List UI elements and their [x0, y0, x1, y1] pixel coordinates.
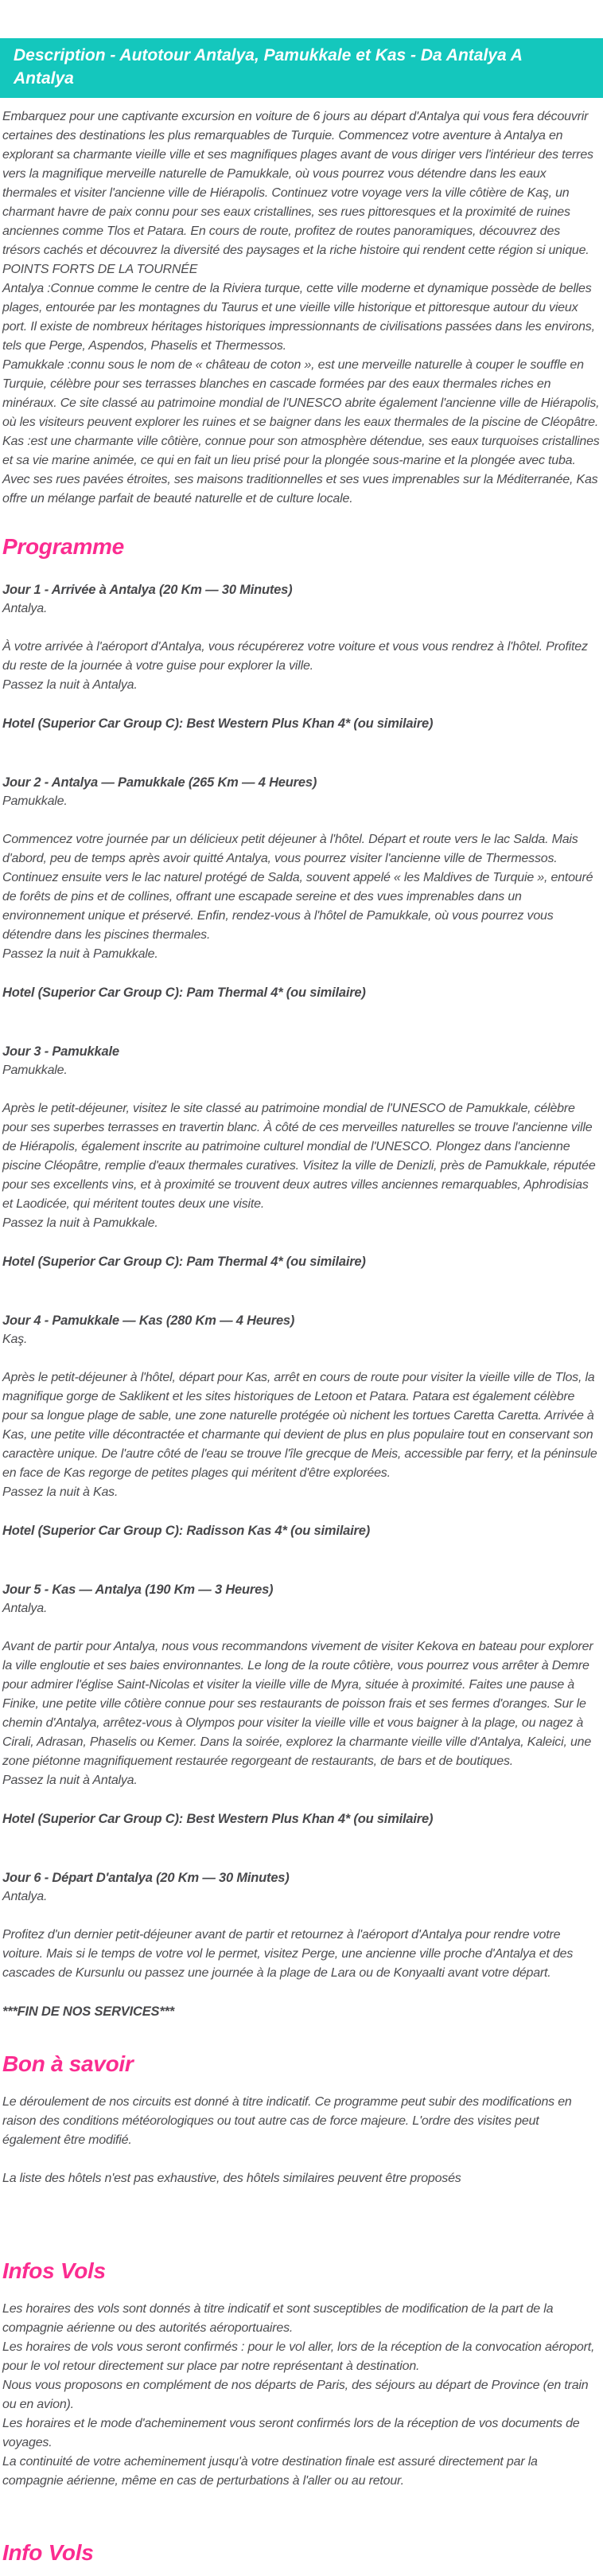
day-hotel: Hotel (Superior Car Group C): Best Western Plus Khan 4* (ou similaire)	[2, 716, 434, 731]
day-overnight: Passez la nuit à Pamukkale.	[2, 1216, 158, 1230]
bon-a-savoir-section	[2, 2051, 600, 2188]
day-location: Kaş.	[2, 1333, 28, 1346]
bon-a-savoir-paragraph: Le déroulement de nos circuits est donné à titre indicatif. Ce programme peut subir des modifications en raison des conditions météorologiques ou tout autre cas de force majeure. L'ordre des visites peut également être modifié.	[2, 2095, 572, 2147]
description-title-band	[0, 38, 603, 98]
day-hotel: Hotel (Superior Car Group C): Radisson Kas 4* (ou similaire)	[2, 1524, 370, 1538]
description-paragraph: Pamukkale :connu sous le nom de « château de coton », est une merveille naturelle à couper le souffle en Turquie, célèbre pour ses terrasses blanches en cascade formées par des eaux thermales riches en minéraux. Ce site classé au patrimoine mondial de l'UNESCO abrite également l'ancienne ville de Hiérapolis, où les visiteurs peuvent explorer les ruines et se baigner dans les eaux thermales de la piscine de Cléopâtre.	[2, 358, 600, 429]
day-description: À votre arrivée à l'aéroport d'Antalya, vous récupérerez votre voiture et vous vous rendrez à l'hôtel. Profitez du reste de la journée à votre guise pour explorer la ville.	[2, 640, 588, 673]
description-section	[2, 107, 600, 509]
programme-heading: Programme	[2, 534, 124, 559]
day-description: Avant de partir pour Antalya, nous vous recommandons vivement de visiter Kekova en bateau pour explorer la ville engloutie et ses baies environnantes. Le long de la route côtière, vous pourrez vous arrêter à Demre pour admirer l'église Saint-Nicolas et visiter la vieille ville de Myra, située à proximité. Faites une pause à Finike, une petite ville côtière connue pour ses restaurants de poisson frais et ses fermes d'oranges. Sur le chemin d'Antalya, arrêtez-vous à Olympos pour visiter la vieille ville et vous baigner à la plage, ou nagez à Cirali, Adrasan, Phaselis ou Kemer. Dans la soirée, explorez la charmante vieille ville d'Antalya, Kaleici, une zone piétonne magnifiquement restaurée regorgeant de restaurants, de bars et de boutiques.	[2, 1640, 593, 1768]
day-overnight: Passez la nuit à Antalya.	[2, 678, 138, 692]
programme-section	[2, 534, 600, 2021]
day-hotel: Hotel (Superior Car Group C): Best Western Plus Khan 4* (ou similaire)	[2, 1812, 434, 1826]
info-vols-heading: Info Vols	[2, 2540, 94, 2565]
infos-vols-text	[2, 2300, 600, 2491]
page-content	[0, 98, 603, 2566]
day-block	[2, 580, 600, 733]
day-block	[2, 1580, 600, 1829]
bon-a-savoir-text	[2, 2093, 600, 2188]
day-description: Après le petit-déjeuner, visitez le site classé au patrimoine mondial de l'UNESCO de Pamukkale, célèbre pour ses superbes terrasses en travertin blanc. À côté de ces merveilles naturelles se trouve l'ancienne ville de Hiérapolis, également inscrite au patrimoine culturel mondial de l'UNESCO. Plongez dans l'ancienne piscine Cléopâtre, remplie d'eaux thermales curatives. Visitez la ville de Denizli, près de Pamukkale, réputée pour ses excellents vins, et à proximité se trouvent deux autres villes anciennes remarquables, Aphrodisias et Laodicée, qui méritent toutes deux une visite.	[2, 1102, 596, 1211]
description-paragraph: Embarquez pour une captivante excursion en voiture de 6 jours au départ d'Antalya qui vous fera découvrir certaines des destinations les plus remarquables de Turquie. Commencez votre aventure à Antalya en explorant sa charmante vieille ville et ses magnifiques plages avant de vous diriger vers l'intérieur des terres vers la magnifique merveille naturelle de Pamukkale, où vous pourrez vous détendre dans les eaux thermales et visiter l'ancienne ville de Hiérapolis. Continuez votre voyage vers la ville côtière de Kaş, un charmant havre de paix connu pour ses eaux cristallines, ses rues pittoresques et la proximité de ruines anciennes comme Tlos et Patara. En cours de route, profitez de routes panoramiques, découvrez des trésors cachés et découvrez la diversité des paysages et la riche histoire qui rendent cette région si unique.	[2, 110, 593, 257]
day-overnight: Passez la nuit à Kas.	[2, 1485, 119, 1499]
infos-vols-line: La continuité de votre acheminement jusqu'à votre destination finale est assuré directement par la compagnie aérienne, même en cas de perturbations à l'aller ou au retour.	[2, 2455, 538, 2488]
day-block	[2, 1311, 600, 1540]
infos-vols-line: Les horaires de vols vous seront confirmés : pour le vol aller, lors de la réception de la convocation aéroport, pour le vol retour directement sur place par notre représentant à destination.	[2, 2340, 595, 2373]
day-location: Antalya.	[2, 602, 48, 615]
infos-vols-section	[2, 2258, 600, 2491]
description-paragraph: Antalya :Connue comme le centre de la Riviera turque, cette ville moderne et dynamique possède de belles plages, entourée par les montagnes du Taurus et une vieille ville historique et pittoresque autour du vieux port. Il existe de nombreux héritages historiques impressionnants de civilisations passées dans les environs, tels que Perge, Aspendos, Phaselis et Thermessos.	[2, 282, 595, 353]
day-location: Pamukkale.	[2, 1064, 68, 1077]
day-title: Jour 3 - Pamukkale	[2, 1044, 119, 1059]
day-block	[2, 1042, 600, 1271]
bon-a-savoir-heading: Bon à savoir	[2, 2051, 134, 2076]
description-paragraph: POINTS FORTS DE LA TOURNÉE	[2, 263, 198, 276]
page-title: Description - Autotour Antalya, Pamukkale et Kas - Da Antalya A Antalya	[14, 46, 523, 88]
infos-vols-heading: Infos Vols	[2, 2258, 106, 2283]
day-description: Après le petit-déjeuner à l'hôtel, départ pour Kas, arrêt en cours de route pour visiter la vieille ville de Tlos, la magnifique gorge de Saklikent et les sites historiques de Letoon et Patara. Patara est également célèbre pour sa longue plage de sable, une zone naturelle protégée où nichent les tortues Caretta Caretta. Arrivée à Kas, une petite ville décontractée et charmante qui devient de plus en plus populaire tout en conservant son caractère unique. De l'autre côté de l'eau se trouve l'île grecque de Meis, accessible par ferry, et la péninsule en face de Kas regorge de petites plages qui méritent d'être explorées.	[2, 1371, 597, 1480]
day-block	[2, 773, 600, 1002]
day-title: Jour 6 - Départ D'antalya (20 Km — 30 Minutes)	[2, 1871, 290, 1885]
day-location: Pamukkale.	[2, 794, 68, 808]
infos-vols-line: Les horaires et le mode d'acheminement vous seront confirmés lors de la réception de vos documents de voyages.	[2, 2417, 580, 2449]
day-location: Antalya.	[2, 1890, 48, 1903]
day-title: Jour 1 - Arrivée à Antalya (20 Km — 30 Minutes)	[2, 583, 293, 597]
day-hotel: Hotel (Superior Car Group C): Pam Thermal 4* (ou similaire)	[2, 1255, 366, 1269]
day-title: Jour 4 - Pamukkale — Kas (280 Km — 4 Heures)	[2, 1313, 295, 1328]
top-whitespace	[0, 0, 603, 38]
day-overnight: Passez la nuit à Pamukkale.	[2, 947, 158, 961]
end-of-services-line: ***FIN DE NOS SERVICES***	[2, 2004, 174, 2019]
bon-a-savoir-paragraph: La liste des hôtels n'est pas exhaustive, des hôtels similaires peuvent être proposés	[2, 2172, 461, 2185]
day-location: Antalya.	[2, 1602, 48, 1615]
day-description: Profitez d'un dernier petit-déjeuner avant de partir et retournez à l'aéroport d'Antalya pour rendre votre voiture. Mais si le temps de votre vol le permet, visitez Perge, une ancienne ville proche d'Antalya et des cascades de Kursunlu ou passez une journée à la plage de Lara ou de Konyaalti avant votre départ.	[2, 1928, 574, 1980]
day-overnight: Passez la nuit à Antalya.	[2, 1774, 138, 1787]
days-list	[2, 580, 600, 1983]
day-hotel: Hotel (Superior Car Group C): Pam Thermal 4* (ou similaire)	[2, 986, 366, 1000]
infos-vols-line: Nous vous proposons en complément de nos départs de Paris, des séjours au départ de Province (en train ou en avion).	[2, 2379, 589, 2411]
day-title: Jour 2 - Antalya — Pamukkale (265 Km — 4 Heures)	[2, 775, 317, 790]
info-vols-section	[2, 2540, 600, 2566]
day-description: Commencez votre journée par un délicieux petit déjeuner à l'hôtel. Départ et route vers le lac Salda. Mais d'abord, peu de temps après avoir quitté Antalya, vous pourrez visiter l'ancienne ville de Thermessos. Continuez ensuite vers le lac naturel protégé de Salda, souvent appelé « les Maldives de Turquie », entouré de forêts de pins et de collines, offrant une escapade sereine et des vues imprenables dans un environnement unique et préservé. Enfin, rendez-vous à l'hôtel de Pamukkale, où vous pourrez vous détendre dans les piscines thermales.	[2, 833, 593, 942]
day-title: Jour 5 - Kas — Antalya (190 Km — 3 Heures)	[2, 1583, 274, 1597]
day-block	[2, 1868, 600, 1983]
infos-vols-line: Les horaires des vols sont donnés à titre indicatif et sont susceptibles de modification de la part de la compagnie aérienne ou des autorités aéroportuaires.	[2, 2302, 554, 2335]
description-paragraph: Kas :est une charmante ville côtière, connue pour son atmosphère détendue, ses eaux turquoises cristallines et sa vie marine animée, ce qui en fait un lieu prisé pour la plongée sous-marine et la plongée avec tuba. Avec ses rues pavées étroites, ses maisons traditionnelles et ses vues imprenables sur la Méditerranée, Kas offre un mélange parfait de beauté naturelle et de culture locale.	[2, 435, 600, 505]
